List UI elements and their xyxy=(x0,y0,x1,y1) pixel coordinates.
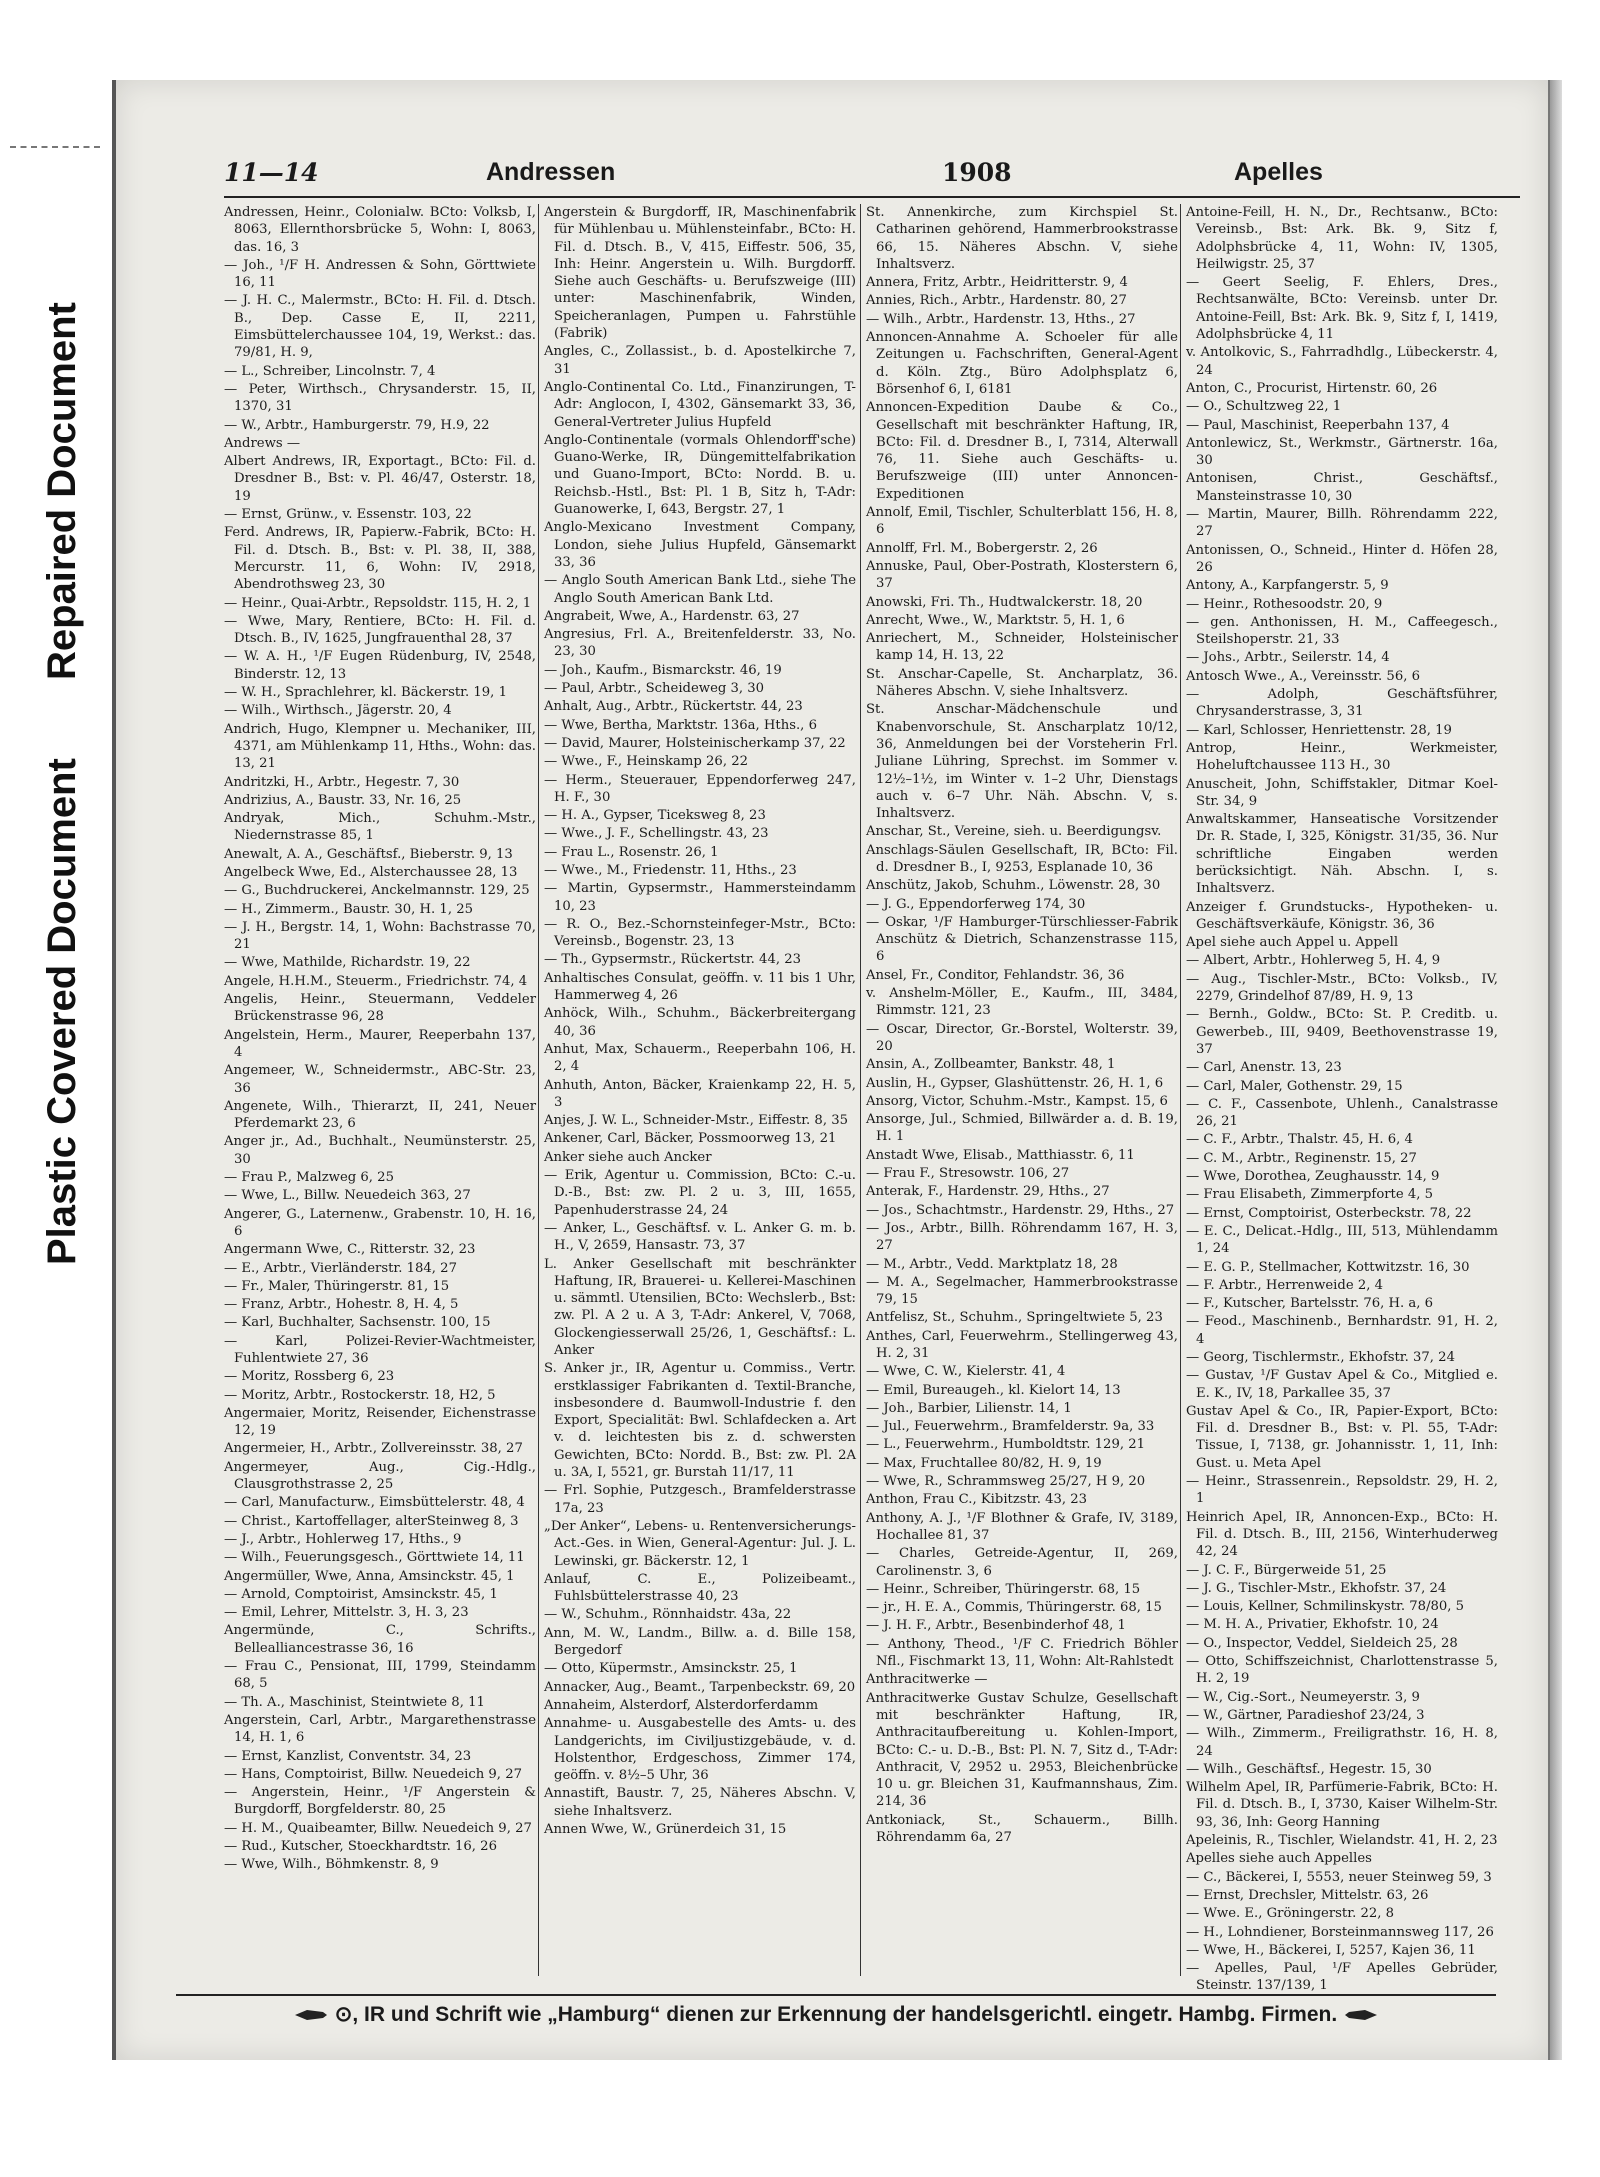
directory-entry: v. Antolkovic, S., Fahrradhdlg., Lübeckerstr. 4, 24 xyxy=(1186,345,1498,378)
directory-entry: — Wwe, Dorothea, Zeughausstr. 14, 9 xyxy=(1186,1169,1440,1185)
directory-entry: — Wwe, H., Bäckerei, I, 5257, Kajen 36, 11 xyxy=(1186,1942,1476,1958)
directory-entry: Antfelisz, St., Schuhm., Springeltwiete 5, 23 xyxy=(866,1310,1163,1326)
directory-entry: „Der Anker“, Lebens- u. Rentenversicherungs-Act.-Ges. in Wien, General-Agentur: Jul. J. L. Lewinski, gr. Bäckerstr. 12, 1 xyxy=(544,1518,856,1569)
directory-entry: — Frau C., Pensionat, III, 1799, Steindamm 68, 5 xyxy=(224,1659,536,1692)
directory-entry: — L., Schreiber, Lincolnstr. 7, 4 xyxy=(224,363,436,379)
directory-entry: — H. M., Quaibeamter, Billw. Neuedeich 9, 27 xyxy=(224,1820,532,1836)
footer-note: ⊙, IR und Schrift wie „Hamburg“ dienen zur Erkennung der handelsgerichtl. eingetr. Hambg. Firmen. xyxy=(334,2003,1338,2026)
directory-entry: Andrews — xyxy=(224,435,301,451)
directory-entry: — W., Schuhm., Rönnhaidstr. 43a, 22 xyxy=(544,1607,792,1623)
directory-entry: — Heinr., Schreiber, Thüringerstr. 68, 15 xyxy=(866,1581,1141,1597)
column-rule xyxy=(860,204,861,1976)
directory-entry: Antrop, Heinr., Werkmeister, Hoheluftchaussee 113 H., 30 xyxy=(1186,740,1498,774)
directory-entry: — Th., Gypsermstr., Rückertstr. 44, 23 xyxy=(544,952,802,968)
directory-entry: Anterak, F., Hardenstr. 29, Hths., 27 xyxy=(866,1184,1110,1200)
directory-entry: — Karl, Schlosser, Henriettenstr. 28, 19 xyxy=(1186,722,1452,738)
directory-entry: — J. G., Tischler-Mstr., Ekhofstr. 37, 24 xyxy=(1186,1580,1447,1596)
directory-entry: Antkoniack, St., Schauerm., Billh. Röhrendamm 6a, 27 xyxy=(866,1812,1178,1846)
directory-entry: Anowski, Fri. Th., Hudtwalckerstr. 18, 20 xyxy=(866,594,1143,610)
directory-entry: Gustav Apel & Co., IR, Papier-Export, BCto: Fil. d. Dresdner B., Bst: v. Pl. 55, T-Adr: Tissue, I, 7138, gr. Johannisstr. 1, 11, Inh: Gust. u. Meta Apel xyxy=(1186,1403,1498,1471)
header-year: 1908 xyxy=(942,158,1012,187)
directory-entry: Anhuth, Anton, Bäcker, Kraienkamp 22, H. 5, 3 xyxy=(544,1077,856,1110)
directory-entry: Antonissen, O., Schneid., Hinter d. Höfen 28, 26 xyxy=(1186,542,1498,575)
directory-entry: — M. H. A., Privatier, Ekhofstr. 10, 24 xyxy=(1186,1617,1439,1633)
pointing-hand-icon xyxy=(293,2006,329,2024)
directory-entry: — W. H., Sprachlehrer, kl. Bäckerstr. 19, 1 xyxy=(224,685,507,701)
directory-entry: — W., Arbtr., Hamburgerstr. 79, H.9, 22 xyxy=(224,417,490,433)
directory-entry: — Anker, L., Geschäftsf. v. L. Anker G. m. b. H., V, 2659, Hansastr. 73, 37 xyxy=(544,1220,856,1254)
directory-entry: — Gustav, ¹/F Gustav Apel & Co., Mitglied e. E. K., IV, 18, Parkallee 35, 37 xyxy=(1186,1368,1498,1401)
directory-entry: — Frau P., Malzweg 6, 25 xyxy=(224,1170,394,1186)
directory-entry: — Ernst, Drechsler, Mittelstr. 63, 26 xyxy=(1186,1887,1429,1903)
directory-entry: — Moritz, Rossberg 6, 23 xyxy=(224,1369,395,1385)
directory-entry: — jr., H. E. A., Commis, Thüringerstr. 68, 15 xyxy=(866,1600,1162,1616)
directory-entry: Antony, A., Karpfangerstr. 5, 9 xyxy=(1186,578,1389,594)
directory-entry: Anthracitwerke — xyxy=(866,1672,988,1688)
directory-entry: — Erik, Agentur u. Commission, BCto: C.-u. D.-B., Bst: zw. Pl. 2 u. 3, III, 1655, Papenhuderstrasse 24, 24 xyxy=(544,1168,856,1218)
directory-entry: Ferd. Andrews, IR, Papierw.-Fabrik, BCto: H. Fil. d. Dtsch. B., Bst: v. Pl. 38, II, 388, Mercurstr. 11, 6, Wohn: IV, 2918, Abendrothsweg 23, 30 xyxy=(224,525,536,593)
directory-entry: — Frl. Sophie, Putzgesch., Bramfelderstrasse 17a, 23 xyxy=(544,1483,856,1516)
directory-entry: — J. C. F., Bürgerweide 51, 25 xyxy=(1186,1562,1387,1578)
directory-entry: — Oscar, Director, Gr.-Borstel, Wolterstr. 39, 20 xyxy=(866,1021,1178,1054)
directory-entry: — E., Arbtr., Vierländerstr. 184, 27 xyxy=(224,1260,457,1276)
directory-entry: — Frau F., Stresowstr. 106, 27 xyxy=(866,1166,1070,1182)
dashed-divider xyxy=(10,146,100,148)
directory-entry: — Rud., Kutscher, Stoeckhardtstr. 16, 26 xyxy=(224,1839,497,1855)
directory-entry: Anhaltisches Consulat, geöffn. v. 11 bis 1 Uhr, Hammerweg 4, 26 xyxy=(544,970,856,1004)
directory-entry: Angelis, Heinr., Steuermann, Veddeler Brückenstrasse 96, 28 xyxy=(224,992,536,1025)
directory-entry: — Wwe, Bertha, Marktstr. 136a, Hths., 6 xyxy=(544,717,817,733)
directory-entry: — Arnold, Comptoirist, Amsinckstr. 45, 1 xyxy=(224,1586,498,1602)
directory-entry: — Georg, Tischlermstr., Ekhofstr. 37, 24 xyxy=(1186,1350,1455,1365)
directory-column-3 xyxy=(866,204,1178,1976)
directory-entry: Angermann Wwe, C., Ritterstr. 32, 23 xyxy=(224,1242,476,1258)
directory-entry: — J. G., Eppendorferweg 174, 30 xyxy=(866,896,1086,912)
directory-entry: — Christ., Kartoffellager, alterSteinweg 8, 3 xyxy=(224,1513,519,1529)
directory-entry: — Paul, Arbtr., Scheideweg 3, 30 xyxy=(544,681,765,697)
directory-entry: Apel siehe auch Appel u. Appell xyxy=(1186,935,1399,951)
directory-entry: St. Anschar-Capelle, St. Ancharplatz, 36. Näheres Abschn. V, siehe Inhaltsverz. xyxy=(866,666,1178,700)
directory-entry: — Carl, Anenstr. 13, 23 xyxy=(1186,1060,1342,1076)
directory-entry: Anthon, Frau C., Kibitzstr. 43, 23 xyxy=(866,1492,1088,1508)
directory-entry: Annahme- u. Ausgabestelle des Amts- u. des Landgerichts, im Civiljustizgebäude, v. d. Holstenthor, Erdgeschoss, Zimmer 174, geöffn. v. 8½–5 Uhr, 36 xyxy=(544,1716,856,1784)
directory-entry: — H., Lohndiener, Borsteinmannsweg 117, 26 xyxy=(1186,1924,1494,1940)
directory-entry: Angles, C., Zollassist., b. d. Apostelkirche 7, 31 xyxy=(544,344,856,377)
directory-entry: — Wwe. E., Gröningerstr. 22, 8 xyxy=(1186,1906,1395,1922)
directory-entry: Annuske, Paul, Ober-Postrath, Klosterstern 6, 37 xyxy=(866,558,1178,592)
directory-entry: Wilhelm Apel, IR, Parfümerie-Fabrik, BCto: H. Fil. d. Dtsch. B., I, 3730, Kaiser Wilhelm-Str. 93, 36, Inh: Georg Hanning xyxy=(1186,1780,1498,1830)
directory-entry: — Carl, Manufacturw., Eimsbüttelerstr. 48, 4 xyxy=(224,1495,525,1511)
directory-entry: Annen Wwe, W., Grünerdeich 31, 15 xyxy=(544,1822,787,1838)
directory-entry: Annaheim, Alsterdorf, Alsterdorferdamm xyxy=(544,1697,819,1713)
directory-entry: — gen. Anthonissen, H. M., Caffeegesch., Steilshoperstr. 21, 33 xyxy=(1186,614,1498,648)
column-rule xyxy=(538,204,539,1976)
page-edge-shadow xyxy=(1550,80,1562,2060)
directory-entry: — Wwe., J. F., Schellingstr. 43, 23 xyxy=(544,826,769,842)
directory-entry: — C. F., Cassenbote, Uhlenh., Canalstrasse 26, 21 xyxy=(1186,1096,1498,1130)
directory-entry: Angrabeit, Wwe, A., Hardenstr. 63, 27 xyxy=(544,608,800,624)
directory-entry: — Angerstein, Heinr., ¹/F Angerstein & Burgdorff, Borgfelderstr. 80, 25 xyxy=(224,1785,536,1818)
directory-entry: — Karl, Buchhalter, Sachsenstr. 100, 15 xyxy=(224,1315,491,1331)
directory-entry: — Wwe, L., Billw. Neuedeich 363, 27 xyxy=(224,1188,471,1204)
directory-entry: Angelstein, Herm., Maurer, Reeperbahn 137, 4 xyxy=(224,1027,536,1060)
directory-entry: — Joh., Kaufm., Bismarckstr. 46, 19 xyxy=(544,662,782,678)
directory-entry: — Hans, Comptoirist, Billw. Neuedeich 9, 27 xyxy=(224,1766,522,1782)
directory-entry: — M. A., Segelmacher, Hammerbrookstrasse 79, 15 xyxy=(866,1274,1178,1308)
directory-entry: Anewalt, A. A., Geschäftsf., Bieberstr. 9, 13 xyxy=(224,846,513,862)
directory-entry: Anjes, J. W. L., Schneider-Mstr., Eiffestr. 8, 35 xyxy=(544,1113,848,1129)
directory-entry: Apelles siehe auch Appelles xyxy=(1186,1851,1372,1867)
directory-entry: Angele, H.H.M., Steuerm., Friedrichstr. 74, 4 xyxy=(224,973,528,989)
directory-entry: — Wilh., Wirthsch., Jägerstr. 20, 4 xyxy=(224,703,452,719)
directory-entry: Heinrich Apel, IR, Annoncen-Exp., BCto: H. Fil. d. Dtsch. B., III, 2156, Winterhuderweg 42, 24 xyxy=(1186,1509,1498,1560)
directory-entry: Anhalt, Aug., Arbtr., Rückertstr. 44, 23 xyxy=(544,699,803,715)
directory-entry: — Ernst, Kanzlist, Conventstr. 34, 23 xyxy=(224,1748,472,1764)
directory-entry: Ann, M. W., Landm., Billw. a. d. Bille 158, Bergedorf xyxy=(544,1625,856,1659)
directory-entry: — Karl, Polizei-Revier-Wachtmeister, Fuhlentwiete 27, 36 xyxy=(224,1333,536,1366)
directory-entry: — Wwe, Mary, Rentiere, BCto: H. Fil. d. Dtsch. B., IV, 1625, Jungfrauenthal 28, 37 xyxy=(224,613,536,647)
directory-entry: — Anthony, Theod., ¹/F C. Friedrich Böhler Nfl., Fischmarkt 13, 11, Wohn: Alt-Rahlstedt xyxy=(866,1636,1178,1670)
header-first-name: Andressen xyxy=(486,158,616,186)
directory-entry: Angelbeck Wwe, Ed., Alsterchaussee 28, 13 xyxy=(224,864,518,880)
directory-entry: — Wwe, Mathilde, Richardstr. 19, 22 xyxy=(224,955,471,971)
directory-entry: Angerer, G., Laternenw., Grabenstr. 10, H. 16, 6 xyxy=(224,1206,536,1239)
directory-entry: — C. M., Arbtr., Reginenstr. 15, 27 xyxy=(1186,1150,1417,1166)
directory-entry: S. Anker jr., IR, Agentur u. Commiss., Vertr. erstklassiger Fabrikanten d. Textil-Branche, insbesondere d. Baumwoll-Industrie f. den Export, Specialität: Bwl. Schlafdecken a. Art v. d. leichtesten bis z. d. schwersten Gewichten, BCto: Nordd. B., Bst: zw. Pl. 2A u. 3A, I, 5521, gr. Burstah 11/17, 11 xyxy=(544,1361,856,1481)
directory-entry: Angresius, Frl. A., Breitenfelderstr. 33, No. 23, 30 xyxy=(544,627,856,660)
directory-entry: Antonisen, Christ., Geschäftsf., Mansteinstrasse 10, 30 xyxy=(1186,471,1498,504)
directory-entry: Auslin, H., Gypser, Glashüttenstr. 26, H. 1, 6 xyxy=(866,1075,1164,1091)
directory-column-1 xyxy=(224,204,536,1976)
directory-entry: Annoncen-Expedition Daube & Co., Gesellschaft mit beschränkter Haftung, IR, BCto: Fil. d. Dresdner B., I, 7314, Alterwall 76, 11. Siehe auch Geschäfts- u. Berufszweige (III) unter Annoncen-Expeditionen xyxy=(866,400,1178,502)
directory-entry: — Franz, Arbtr., Hohestr. 8, H. 4, 5 xyxy=(224,1297,459,1313)
directory-entry: — Wwe., M., Friedenstr. 11, Hths., 23 xyxy=(544,862,797,878)
directory-entry: — J. H., Bergstr. 14, 1, Wohn: Bachstrasse 70, 21 xyxy=(224,919,536,953)
directory-entry: — Moritz, Arbtr., Rostockerstr. 18, H2, 5 xyxy=(224,1387,496,1403)
directory-entry: Angermüller, Wwe, Anna, Amsinckstr. 45, 1 xyxy=(224,1568,515,1584)
directory-entry: Andrizius, A., Baustr. 33, Nr. 16, 25 xyxy=(224,792,462,808)
directory-entry: Angermeyer, Aug., Cig.-Hdlg., Clausgrothstrasse 2, 25 xyxy=(224,1459,536,1493)
directory-entry: — Carl, Maler, Gothenstr. 29, 15 xyxy=(1186,1078,1403,1094)
directory-entry: Ankener, Carl, Bäcker, Possmoorweg 13, 21 xyxy=(544,1131,837,1147)
directory-entry: Angermaier, Moritz, Reisender, Eichenstrasse 12, 19 xyxy=(224,1405,536,1439)
directory-entry: Angerstein & Burgdorff, IR, Maschinenfabrik für Mühlenbau u. Mühlensteinfabr., BCto: H. Fil. d. Dtsch. B., V, 415, Eiffestr. 506, 35, Inh: Heinr. Angerstein u. Wilh. Burgdorff. Siehe auch Geschäfts- u. Berufszweige (III) unter: Maschinenfabrik, Winden, Speicheranlagen, Pumpen u. Fahrstühle (Fabrik) xyxy=(544,205,856,342)
directory-entry: — Jos., Arbtr., Billh. Röhrendamm 167, H. 3, 27 xyxy=(866,1220,1178,1254)
directory-entry: — Johs., Arbtr., Seilerstr. 14, 4 xyxy=(1186,650,1390,666)
directory-entry: — W., Gärtner, Paradieshof 23/24, 3 xyxy=(1186,1707,1425,1723)
directory-entry: — H. A., Gypser, Ticeksweg 8, 23 xyxy=(544,808,766,824)
directory-column-2 xyxy=(544,204,856,1976)
directory-entry: Ansel, Fr., Conditor, Fehlandstr. 36, 36 xyxy=(866,967,1125,983)
directory-entry: — C. F., Arbtr., Thalstr. 45, H. 6, 4 xyxy=(1186,1132,1413,1148)
directory-entry: — Charles, Getreide-Agentur, II, 269, Carolinenstr. 3, 6 xyxy=(866,1546,1178,1579)
directory-column-4 xyxy=(1186,204,1498,1994)
directory-entry: — M., Arbtr., Vedd. Marktplatz 18, 28 xyxy=(866,1256,1118,1272)
directory-entry: Andryak, Mich., Schuhm.-Mstr., Niedernstrasse 85, 1 xyxy=(224,811,536,844)
scanned-page xyxy=(112,80,1551,2060)
directory-entry: Anlauf, C. E., Polizeibeamt., Fuhlsbüttelerstrasse 40, 23 xyxy=(544,1571,856,1605)
directory-entry: Anstadt Wwe, Elisab., Matthiasstr. 6, 11 xyxy=(866,1147,1135,1163)
directory-entry: Antonlewicz, St., Werkmstr., Gärtnerstr. 16a, 30 xyxy=(1186,435,1498,469)
directory-entry: Anschar, St., Vereine, sieh. u. Beerdigungsv. xyxy=(866,824,1162,840)
directory-entry: Anglo-Continental Co. Ltd., Finanzirungen, T-Adr: Anglocon, I, 4302, Gänsemarkt 33, 36, General-Vertreter Julius Hupfeld xyxy=(544,379,856,430)
directory-entry: Anschütz, Jakob, Schuhm., Löwenstr. 28, 30 xyxy=(866,878,1161,894)
directory-entry: Annies, Rich., Arbtr., Hardenstr. 80, 27 xyxy=(866,293,1127,309)
directory-entry: — Wilh., Feuerungsgesch., Görttwiete 14, 11 xyxy=(224,1550,525,1566)
directory-entry: — H., Zimmerm., Baustr. 30, H. 1, 25 xyxy=(224,901,473,917)
directory-entry: — Oskar, ¹/F Hamburger-Türschliesser-Fabrik Anschütz & Dietrich, Schanzenstrasse 115, 6 xyxy=(866,914,1178,965)
directory-entry: Anker siehe auch Ancker xyxy=(544,1149,712,1165)
directory-entry: Anschlags-Säulen Gesellschaft, IR, BCto: Fil. d. Dresdner B., I, 9253, Esplanade 10, 36 xyxy=(866,842,1178,875)
directory-entry: — Ernst, Grünw., v. Essenstr. 103, 22 xyxy=(224,507,472,523)
page-header xyxy=(224,152,1520,198)
directory-entry: — Martin, Gypsermstr., Hammersteindamm 10, 23 xyxy=(544,881,856,914)
directory-entry: — J. H. C., Malermstr., BCto: H. Fil. d. Dtsch. B., Dep. Casse E, II, 2211, Eimsbüttelerchaussee 104, 19, Werkst.: das. 79/81, H. 9, xyxy=(224,293,536,361)
directory-entry: Annastift, Baustr. 7, 25, Näheres Abschn. V, siehe Inhaltsverz. xyxy=(544,1786,856,1819)
directory-entry: Andritzki, H., Arbtr., Hegestr. 7, 30 xyxy=(224,774,460,790)
directory-entry: Ansin, A., Zollbeamter, Bankstr. 48, 1 xyxy=(866,1057,1116,1073)
directory-entry: — Ernst, Comptoirist, Osterbeckstr. 78, 22 xyxy=(1186,1205,1472,1221)
directory-entry: — Emil, Bureaugeh., kl. Kielort 14, 13 xyxy=(866,1382,1121,1398)
directory-entry: Anwaltskammer, Hanseatische Vorsitzender Dr. R. Stade, I, 325, Königstr. 31/35, 36. Nur schriftliche Eingaben werden berücksichtigt. Näh. Abschn. I, s. Inhaltsverz. xyxy=(1186,812,1498,897)
directory-entry: — E. G. P., Stellmacher, Kottwitzstr. 16, 30 xyxy=(1186,1259,1470,1275)
directory-entry: — O., Inspector, Veddel, Sieldeich 25, 28 xyxy=(1186,1635,1458,1651)
directory-entry: — Aug., Tischler-Mstr., BCto: Volksb., IV, 2279, Grindelhof 87/89, H. 9, 13 xyxy=(1186,971,1498,1005)
directory-entry: — Wwe, Wilh., Böhmkenstr. 8, 9 xyxy=(224,1857,439,1873)
directory-entry: Anglo-Mexicano Investment Company, London, siehe Julius Hupfeld, Gänsemarkt 33, 36 xyxy=(544,520,856,570)
directory-entry: Anger jr., Ad., Buchhalt., Neumünsterstr. 25, 30 xyxy=(224,1134,536,1167)
directory-entry: St. Annenkirche, zum Kirchspiel St. Catharinen gehörend, Hammerbrookstrasse 66, 15. Näheres Abschn. V, siehe Inhaltsverz. xyxy=(866,205,1178,272)
directory-entry: — Emil, Lehrer, Mittelstr. 3, H. 3, 23 xyxy=(224,1605,469,1621)
directory-entry: — Heinr., Strassenrein., Repsoldstr. 29, H. 2, 1 xyxy=(1186,1474,1498,1507)
directory-entry: — Louis, Kellner, Schmilinskystr. 78/80, 5 xyxy=(1186,1599,1465,1615)
plastic-covered-document-label: Plastic Covered Document xyxy=(40,758,84,1265)
directory-entry: — Wwe., F., Heinskamp 26, 22 xyxy=(544,754,748,770)
directory-entry: Annolff, Frl. M., Bobergerstr. 2, 26 xyxy=(866,540,1098,556)
directory-entry: — Geert Seelig, F. Ehlers, Dres., Rechtsanwälte, BCto: Vereinsb. unter Dr. Antoine-Feill, Bst: Ark. Bk. 9, Sitz f, I, 1419, Adolphsbrücke 4, 11 xyxy=(1186,275,1498,343)
directory-entry: — J., Arbtr., Hohlerweg 17, Hths., 9 xyxy=(224,1531,462,1547)
directory-entry: — Adolph, Geschäftsführer, Chrysanderstrasse, 3, 31 xyxy=(1186,687,1498,720)
directory-entry: Anton, C., Procurist, Hirtenstr. 60, 26 xyxy=(1186,380,1438,396)
directory-entry: — Joh., ¹/F H. Andressen & Sohn, Görttwiete 16, 11 xyxy=(224,257,536,291)
directory-entry: — Wilh., Geschäftsf., Hegestr. 15, 30 xyxy=(1186,1761,1432,1777)
directory-entry: — E. C., Delicat.-Hdlg., III, 513, Mühlendamm 1, 24 xyxy=(1186,1223,1498,1257)
directory-entry: Angermeier, H., Arbtr., Zollvereinsstr. 38, 27 xyxy=(224,1441,523,1457)
directory-entry: — Jos., Schachtmstr., Hardenstr. 29, Hths., 27 xyxy=(866,1202,1175,1218)
directory-entry: — Paul, Maschinist, Reeperbahn 137, 4 xyxy=(1186,417,1450,433)
directory-entry: Apeleinis, R., Tischler, Wielandstr. 41, H. 2, 23 xyxy=(1186,1833,1498,1849)
directory-entry: — Joh., Barbier, Lilienstr. 14, 1 xyxy=(866,1400,1072,1416)
directory-entry: — Wilh., Arbtr., Hardenstr. 13, Hths., 27 xyxy=(866,311,1136,327)
column-rule xyxy=(1180,204,1181,1976)
directory-entry: Anzeiger f. Grundstucks-, Hypotheken- u. Geschäftsverkäufe, Königstr. 36, 36 xyxy=(1186,899,1498,932)
directory-entry: Anhöck, Wilh., Schuhm., Bäckerbreitergang 40, 36 xyxy=(544,1006,856,1039)
directory-entry: — F. Arbtr., Herrenweide 2, 4 xyxy=(1186,1277,1383,1293)
directory-entry: — Apelles, Paul, ¹/F Apelles Gebrüder, Steinstr. 137/139, 1 xyxy=(1186,1961,1498,1994)
directory-entry: — Peter, Wirthsch., Chrysanderstr. 15, II, 1370, 31 xyxy=(224,381,536,415)
pointing-hand-icon xyxy=(1343,2006,1379,2024)
directory-entry: Annacker, Aug., Beamt., Tarpenbeckstr. 69, 20 xyxy=(544,1679,856,1695)
directory-entry: — Bernh., Goldw., BCto: St. P. Creditb. u. Gewerbeb., III, 9409, Beethovenstrasse 19, 37 xyxy=(1186,1007,1498,1057)
directory-entry: Antosch Wwe., A., Vereinsstr. 56, 6 xyxy=(1186,668,1420,684)
directory-entry: Anrecht, Wwe., W., Marktstr. 5, H. 1, 6 xyxy=(866,612,1125,628)
directory-entry: Ansorge, Jul., Schmied, Billwärder a. d. B. 19, H. 1 xyxy=(866,1112,1178,1145)
directory-entry: — F., Kutscher, Bartelsstr. 76, H. a, 6 xyxy=(1186,1296,1434,1312)
directory-entry: Andrich, Hugo, Klempner u. Mechaniker, III, 4371, am Mühlenkamp 11, Hths., Wohn: das. 13, 21 xyxy=(224,721,536,772)
directory-entry: v. Anshelm-Möller, E., Kaufm., III, 3484, Rimmstr. 121, 23 xyxy=(866,986,1178,1019)
directory-entry: Anthes, Carl, Feuerwehrm., Stellingerweg 43, H. 2, 31 xyxy=(866,1328,1178,1361)
directory-entry: — David, Maurer, Holsteinischerkamp 37, 22 xyxy=(544,735,846,751)
directory-entry: Ansorg, Victor, Schuhm.-Mstr., Kampst. 15, 6 xyxy=(866,1093,1168,1109)
directory-entry: — Max, Fruchtallee 80/82, H. 9, 19 xyxy=(866,1455,1102,1471)
directory-entry: Angerstein, Carl, Arbtr., Margarethenstrasse 14, H. 1, 6 xyxy=(224,1712,536,1746)
directory-entry: — Jul., Feuerwehrm., Bramfelderstr. 9a, 33 xyxy=(866,1419,1155,1435)
directory-entry: — W., Cig.-Sort., Neumeyerstr. 3, 9 xyxy=(1186,1689,1420,1705)
directory-entry: Anuscheit, John, Schiffstakler, Ditmar Koel-Str. 34, 9 xyxy=(1186,776,1498,809)
directory-entry: Angemeer, W., Schneidermstr., ABC-Str. 23, 36 xyxy=(224,1063,536,1096)
header-last-name: Apelles xyxy=(1234,158,1323,186)
directory-entry: Angermünde, C., Schrifts., Bellealliancestrasse 36, 16 xyxy=(224,1623,536,1656)
directory-entry: Anglo-Continentale (vormals Ohlendorff'sche) Guano-Werke, IR, Düngemittelfabrikation und Guano-Import, BCto: Nordd. B. u. Reichsb.-Hstl., Bst: Pl. 1 B, Sitz h, T-Adr: Guanowerke, I, 643, Bergstr. 27, 1 xyxy=(544,432,856,518)
directory-entry: L. Anker Gesellschaft mit beschränkter Haftung, IR, Brauerei- u. Kellerei-Maschinen u. sämmtl. Utensilien, BCto: Wechslerb., Bst: zw. Pl. A 2 u. A 3, T-Adr: Ankerel, V, 7068, Glockengiesserwall 25/26, 1, Geschäftsf.: L. Anker xyxy=(544,1256,856,1358)
directory-entry: — R. O., Bez.-Schornsteinfeger-Mstr., BCto: Vereinsb., Bogenstr. 23, 13 xyxy=(544,916,856,950)
directory-entry: Annoncen-Annahme A. Schoeler für alle Zeitungen u. Fachschriften, General-Agent d. Köln. Ztg., Büro Adolphsplatz 6, Börsenhof 6, I, 6181 xyxy=(866,330,1178,397)
directory-entry: — L., Feuerwehrm., Humboldtstr. 129, 21 xyxy=(866,1437,1145,1453)
directory-entry: — Frau Elisabeth, Zimmerpforte 4, 5 xyxy=(1186,1187,1434,1203)
directory-entry: Andressen, Heinr., Colonialw. BCto: Volksb, I, 8063, Ellernthorsbrücke 5, Wohn: I, 8063, das. 16, 3 xyxy=(224,205,536,255)
directory-entry: — Otto, Küpermstr., Amsinckstr. 25, 1 xyxy=(544,1661,798,1677)
directory-entry: Antoine-Feill, H. N., Dr., Rechtsanw., BCto: Vereinsb., Bst: Ark. Bk. 9, Sitz f, Adolphsbrücke 4, 11, Wohn: IV, 1305, Heilwigstr. 25, 37 xyxy=(1186,205,1498,272)
directory-entry: — Albert, Arbtr., Hohlerweg 5, H. 4, 9 xyxy=(1186,953,1441,969)
page-reference: 11—14 xyxy=(224,158,319,187)
directory-entry: Annolf, Emil, Tischler, Schulterblatt 156, H. 8, 6 xyxy=(866,505,1178,538)
directory-entry: — C., Bäckerei, I, 5553, neuer Steinweg 59, 3 xyxy=(1186,1869,1492,1885)
directory-entry: — Heinr., Rothesoodstr. 20, 9 xyxy=(1186,596,1383,612)
directory-entry: — W. A. H., ¹/F Eugen Rüdenburg, IV, 2548, Binderstr. 12, 13 xyxy=(224,649,536,682)
directory-entry: Annera, Fritz, Arbtr., Heidritterstr. 9, 4 xyxy=(866,275,1128,291)
directory-entry: — Frau L., Rosenstr. 26, 1 xyxy=(544,844,719,860)
directory-entry: — Feod., Maschinenb., Bernhardstr. 91, H. 2, 4 xyxy=(1186,1314,1498,1347)
directory-entry: Albert Andrews, IR, Exportagt., BCto: Fil. d. Dresdner B., Bst: v. Pl. 46/47, Osterstr. 18, 19 xyxy=(224,454,536,504)
directory-entry: — Wilh., Zimmerm., Freiligrathstr. 16, H. 8, 24 xyxy=(1186,1726,1498,1759)
directory-entry: — Heinr., Quai-Arbtr., Repsoldstr. 115, H. 2, 1 xyxy=(224,595,532,611)
directory-entry: Anriechert, M., Schneider, Holsteinischer kamp 14, H. 13, 22 xyxy=(866,631,1178,664)
directory-entry: — Wwe, R., Schrammsweg 25/27, H 9, 20 xyxy=(866,1474,1146,1490)
directory-entry: — J. H. F., Arbtr., Besenbinderhof 48, 1 xyxy=(866,1618,1126,1634)
directory-entry: — O., Schultzweg 22, 1 xyxy=(1186,399,1342,415)
directory-entry: Anhut, Max, Schauerm., Reeperbahn 106, H. 2, 4 xyxy=(544,1041,856,1075)
repaired-document-label: Repaired Document xyxy=(40,302,84,680)
directory-entry: — Anglo South American Bank Ltd., siehe The Anglo South American Bank Ltd. xyxy=(544,573,856,606)
directory-entry: — G., Buchdruckerei, Anckelmannstr. 129, 25 xyxy=(224,883,530,899)
directory-entry: Anthracitwerke Gustav Schulze, Gesellschaft mit beschränkter Haftung, IR, Anthracitaufbereitung u. Kohlen-Import, BCto: C.- u. D.-B., Bst: Pl. N. 7, Sitz d., T-Adr: Anthracit, V, 2952 u. 2953, Bleichenbrücke 10 u. gr. Bleichen 31, Kaufmannshaus, Zim. 214, 36 xyxy=(866,1690,1178,1810)
directory-entry: — Otto, Schiffszeichnist, Charlottenstrasse 5, H. 2, 19 xyxy=(1186,1654,1498,1687)
page-footer xyxy=(176,1994,1496,2038)
directory-entry: — Th. A., Maschinist, Steintwiete 8, 11 xyxy=(224,1694,485,1710)
directory-entry: — Wwe, C. W., Kielerstr. 41, 4 xyxy=(866,1364,1066,1380)
directory-entry: Angenete, Wilh., Thierarzt, II, 241, Neuer Pferdemarkt 23, 6 xyxy=(224,1098,536,1132)
directory-entry: — Martin, Maurer, Billh. Röhrendamm 222, 27 xyxy=(1186,507,1498,540)
directory-entry: Anthony, A. J., ¹/F Blothner & Grafe, IV, 3189, Hochallee 81, 37 xyxy=(866,1510,1178,1543)
directory-entry: — Fr., Maler, Thüringerstr. 81, 15 xyxy=(224,1278,450,1294)
directory-entry: — Herm., Steuerauer, Eppendorferweg 247, H. F., 30 xyxy=(544,772,856,805)
directory-entry: St. Anschar-Mädchenschule und Knabenvorschule, St. Anscharplatz 10/12, 36, Anmeldungen bei der Vorsteherin Frl. Juliane Lühring, Sprechst. im Sommer v. 12½–1½, im Winter v. 1–2 Uhr, Dienstags auch v. 6–7 Uhr. Näh. Abschn. V, s. Inhaltsverz. xyxy=(866,702,1178,822)
